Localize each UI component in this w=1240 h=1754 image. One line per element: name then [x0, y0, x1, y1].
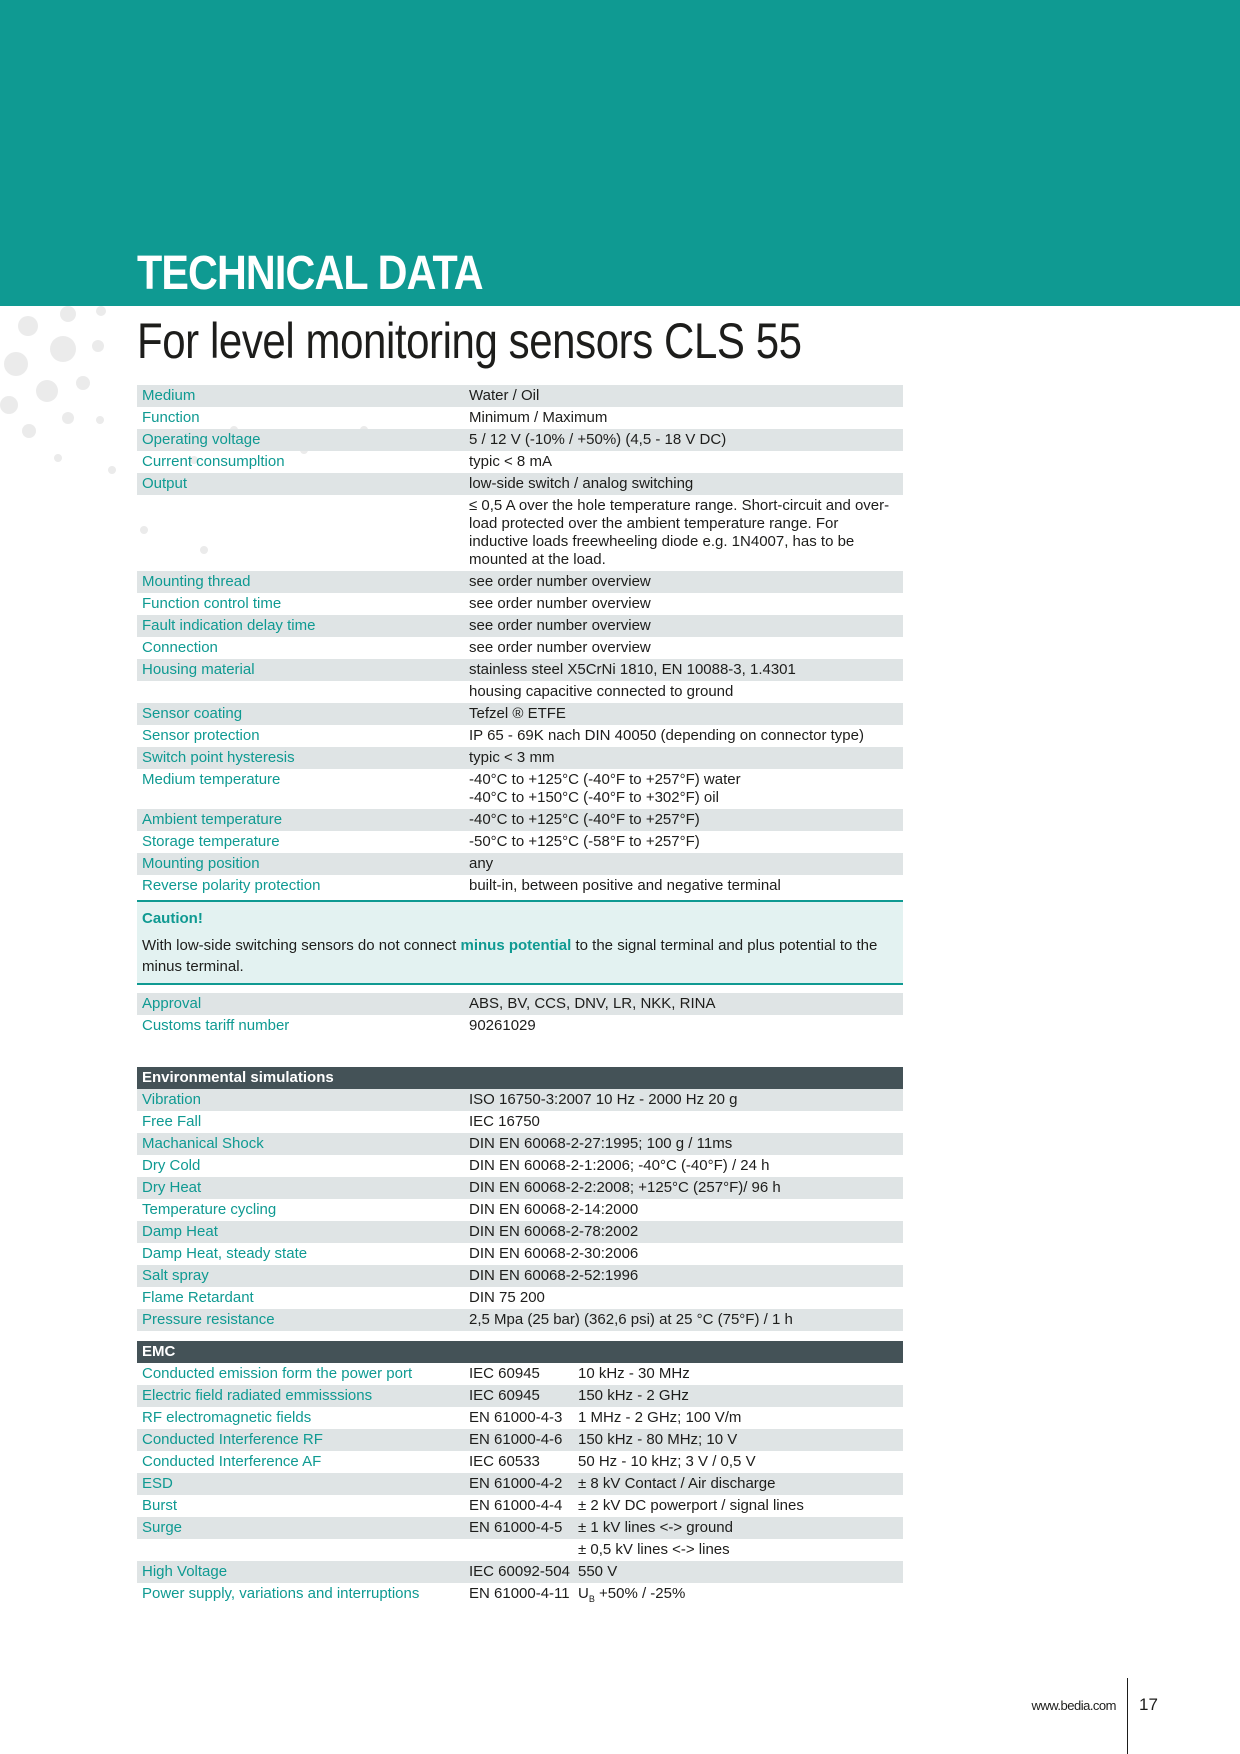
row-label: Connection: [142, 639, 218, 656]
row-value-text: 150 kHz - 2 GHz: [578, 1387, 689, 1404]
caution-text-part: With low-side switching sensors do not connect: [142, 937, 461, 954]
row-value: DIN EN 60068-2-78:2002: [469, 1223, 639, 1240]
table-row: [137, 831, 903, 853]
row-label: Dry Cold: [142, 1157, 201, 1174]
caution-text: [142, 935, 898, 977]
row-value: [469, 1585, 903, 1608]
row-label: Medium temperature: [142, 771, 281, 788]
row-value: ISO 16750-3:2007 10 Hz - 2000 Hz 20 g: [469, 1091, 738, 1108]
row-value: DIN EN 60068-2-27:1995; 100 g / 11ms: [469, 1135, 733, 1152]
table-row: [137, 615, 903, 637]
row-label: Machanical Shock: [142, 1135, 264, 1152]
row-standard: IEC 60092-504: [469, 1563, 570, 1580]
row-label: Dry Heat: [142, 1179, 202, 1196]
environmental-rows: [137, 1089, 903, 1331]
table-row: [137, 1199, 903, 1221]
row-value: see order number overview: [469, 573, 651, 590]
row-label: ESD: [142, 1475, 173, 1492]
row-value: built-in, between positive and negative terminal: [469, 877, 781, 894]
row-value-text: 10 kHz - 30 MHz: [578, 1365, 690, 1382]
row-value-text: ± 2 kV DC powerport / signal lines: [578, 1497, 804, 1514]
row-label: Mounting position: [142, 855, 260, 872]
table-row: [137, 1155, 903, 1177]
row-label: Operating voltage: [142, 431, 261, 448]
row-label: Sensor protection: [142, 727, 260, 744]
table-row: [137, 1177, 903, 1199]
row-label: Output: [142, 475, 188, 492]
table-row: [137, 1495, 903, 1517]
table-row: [137, 1517, 903, 1539]
environmental-heading: Environmental simulations: [137, 1067, 903, 1089]
row-value: 90261029: [469, 1017, 536, 1034]
table-row: [137, 681, 903, 703]
table-row: [137, 1473, 903, 1495]
footer-divider: [1127, 1678, 1128, 1754]
row-value: ABS, BV, CCS, DNV, LR, NKK, RINA: [469, 995, 716, 1012]
row-value: ≤ 0,5 A over the hole temperature range. Short-circuit and over-load protected over the ambient temperature range. For inductive loads freewheeling diode e.g. 1N4007, has to be mounted at the load.: [469, 497, 890, 568]
row-label: Conducted emission form the power port: [142, 1365, 413, 1382]
table-row: [137, 1363, 903, 1385]
row-label: Fault indication delay time: [142, 617, 316, 634]
table-row: [137, 1407, 903, 1429]
table-row: [137, 875, 903, 897]
table-row: [137, 1309, 903, 1331]
row-standard: EN 61000-4-5: [469, 1519, 563, 1536]
caution-highlight: minus potential: [460, 937, 572, 954]
row-label: Approval: [142, 995, 202, 1012]
row-value: [469, 1563, 903, 1581]
row-standard: EN 61000-4-11: [469, 1585, 570, 1602]
row-label: Switch point hysteresis: [142, 749, 295, 766]
row-label: Damp Heat, steady state: [142, 1245, 308, 1262]
row-value: DIN 75 200: [469, 1289, 545, 1306]
row-value: stainless steel X5CrNi 1810, EN 10088-3, 1.4301: [469, 661, 796, 678]
row-standard: EN 61000-4-2: [469, 1475, 563, 1492]
footer-url: www.bedia.com: [1031, 1698, 1116, 1713]
table-row: [137, 1243, 903, 1265]
table-row: [137, 809, 903, 831]
table-row: [137, 703, 903, 725]
row-label: Mounting thread: [142, 573, 251, 590]
row-label: [137, 683, 469, 701]
row-value: -50°C to +125°C (-58°F to +257°F): [469, 833, 700, 850]
row-value: [469, 1475, 903, 1493]
caution-title: Caution!: [142, 910, 203, 927]
table-row: [137, 1221, 903, 1243]
row-label: Surge: [142, 1519, 183, 1536]
row-label: RF electromagnetic fields: [142, 1409, 312, 1426]
row-value-text: ± 8 kV Contact / Air discharge: [578, 1475, 776, 1492]
row-value: DIN EN 60068-2-52:1996: [469, 1267, 639, 1284]
row-value: [469, 1541, 903, 1559]
table-row: [137, 725, 903, 747]
row-value: [469, 1519, 903, 1537]
row-label: Temperature cycling: [142, 1201, 277, 1218]
row-label: [137, 497, 469, 569]
row-label: Function: [142, 409, 200, 426]
row-label: Vibration: [142, 1091, 201, 1108]
table-row: [137, 1111, 903, 1133]
table-row: [137, 637, 903, 659]
row-label: Ambient temperature: [142, 811, 283, 828]
row-standard: EN 61000-4-6: [469, 1431, 563, 1448]
row-label: Reverse polarity protection: [142, 877, 321, 894]
row-label: Function control time: [142, 595, 282, 612]
row-value-text: ± 1 kV lines <-> ground: [578, 1519, 733, 1536]
row-value-text: 550 V: [578, 1563, 618, 1580]
row-label: Sensor coating: [142, 705, 243, 722]
row-label: [137, 1541, 469, 1559]
table-row: [137, 1287, 903, 1309]
table-row: [137, 407, 903, 429]
approval-rows: [137, 993, 903, 1037]
table-row: [137, 1265, 903, 1287]
row-label: Housing material: [142, 661, 255, 678]
row-value-text: ± 0,5 kV lines <-> lines: [578, 1541, 730, 1558]
row-value: low-side switch / analog switching: [469, 475, 694, 492]
row-value-text: 50 Hz - 10 kHz; 3 V / 0,5 V: [578, 1453, 756, 1470]
voltage-symbol: U: [578, 1585, 589, 1602]
row-label: Current consumpltion: [142, 453, 285, 470]
spec-table: [137, 385, 903, 1610]
table-row: [137, 1015, 903, 1037]
row-standard: EN 61000-4-3: [469, 1409, 563, 1426]
table-row: [137, 473, 903, 495]
row-value: -40°C to +125°C (-40°F to +257°F) water -40°C to +150°C (-40°F to +302°F) oil: [469, 771, 741, 806]
caution-box: [137, 900, 903, 985]
row-value: see order number overview: [469, 595, 651, 612]
row-value: [469, 1453, 903, 1471]
table-row: [137, 429, 903, 451]
table-row: [137, 747, 903, 769]
row-value: see order number overview: [469, 617, 651, 634]
spec-rows: [137, 385, 903, 897]
row-value: IEC 16750: [469, 1113, 540, 1130]
row-value: 5 / 12 V (-10% / +50%) (4,5 - 18 V DC): [469, 431, 727, 448]
row-standard: IEC 60945: [469, 1387, 540, 1404]
table-row: [137, 853, 903, 875]
table-row: [137, 593, 903, 615]
row-label: Electric field radiated emmisssions: [142, 1387, 373, 1404]
emc-rows: [137, 1363, 903, 1583]
row-label: High Voltage: [142, 1563, 228, 1580]
row-value: IP 65 - 69K nach DIN 40050 (depending on connector type): [469, 727, 864, 744]
row-value-text: +50% / -25%: [594, 1585, 686, 1602]
row-value: housing capacitive connected to ground: [469, 683, 734, 700]
row-label: Pressure resistance: [142, 1311, 275, 1328]
row-value: DIN EN 60068-2-1:2006; -40°C (-40°F) / 24 h: [469, 1157, 770, 1174]
table-row: [137, 659, 903, 681]
row-value: DIN EN 60068-2-14:2000: [469, 1201, 639, 1218]
table-row: [137, 769, 903, 809]
table-row: [137, 1451, 903, 1473]
row-label: Medium: [142, 387, 196, 404]
emc-heading: EMC: [137, 1341, 903, 1363]
table-row: [137, 571, 903, 593]
page-subtitle: For level monitoring sensors CLS 55: [137, 313, 802, 369]
row-value: 2,5 Mpa (25 bar) (362,6 psi) at 25 °C (75°F) / 1 h: [469, 1311, 793, 1328]
row-value: [469, 1497, 903, 1515]
row-standard: IEC 60945: [469, 1365, 540, 1382]
row-label: Conducted Interference AF: [142, 1453, 322, 1470]
table-row: [137, 1539, 903, 1561]
row-label: Salt spray: [142, 1267, 209, 1284]
row-value: [469, 1387, 903, 1405]
page-heading: TECHNICAL DATA: [137, 247, 483, 300]
table-row: [137, 993, 903, 1015]
row-value: see order number overview: [469, 639, 651, 656]
table-row: [137, 385, 903, 407]
page-number: 17: [1139, 1695, 1158, 1714]
row-value: [469, 1409, 903, 1427]
table-row: [137, 495, 903, 571]
row-label: Power supply, variations and interruptions: [142, 1585, 420, 1602]
row-label: Free Fall: [142, 1113, 202, 1130]
row-standard: EN 61000-4-4: [469, 1497, 563, 1514]
row-label: Conducted Interference RF: [142, 1431, 323, 1448]
row-value: any: [469, 855, 494, 872]
table-row: [137, 1583, 903, 1610]
row-label: Storage temperature: [142, 833, 280, 850]
table-row: [137, 1089, 903, 1111]
row-value: [469, 1431, 903, 1449]
row-value: -40°C to +125°C (-40°F to +257°F): [469, 811, 700, 828]
row-value: typic < 8 mA: [469, 453, 552, 470]
row-value: Minimum / Maximum: [469, 409, 608, 426]
row-value-text: 1 MHz - 2 GHz; 100 V/m: [578, 1409, 742, 1426]
row-standard: IEC 60533: [469, 1453, 540, 1470]
caution-text-part: to the signal terminal and plus potential to the minus terminal.: [142, 937, 878, 975]
header-banner: [0, 0, 1240, 306]
table-row: [137, 1429, 903, 1451]
row-value: Water / Oil: [469, 387, 540, 404]
row-value: [469, 1365, 903, 1383]
row-value: DIN EN 60068-2-2:2008; +125°C (257°F)/ 96 h: [469, 1179, 781, 1196]
row-label: Customs tariff number: [142, 1017, 290, 1034]
table-row: [137, 1133, 903, 1155]
table-row: [137, 451, 903, 473]
table-row: [137, 1385, 903, 1407]
row-value: Tefzel ® ETFE: [469, 705, 566, 722]
row-label: Damp Heat: [142, 1223, 218, 1240]
row-label: Flame Retardant: [142, 1289, 254, 1306]
table-row: [137, 1561, 903, 1583]
row-value: typic < 3 mm: [469, 749, 555, 766]
row-label: Burst: [142, 1497, 178, 1514]
row-value-text: 150 kHz - 80 MHz; 10 V: [578, 1431, 738, 1448]
row-value: DIN EN 60068-2-30:2006: [469, 1245, 639, 1262]
voltage-subscript: B: [588, 1594, 595, 1604]
